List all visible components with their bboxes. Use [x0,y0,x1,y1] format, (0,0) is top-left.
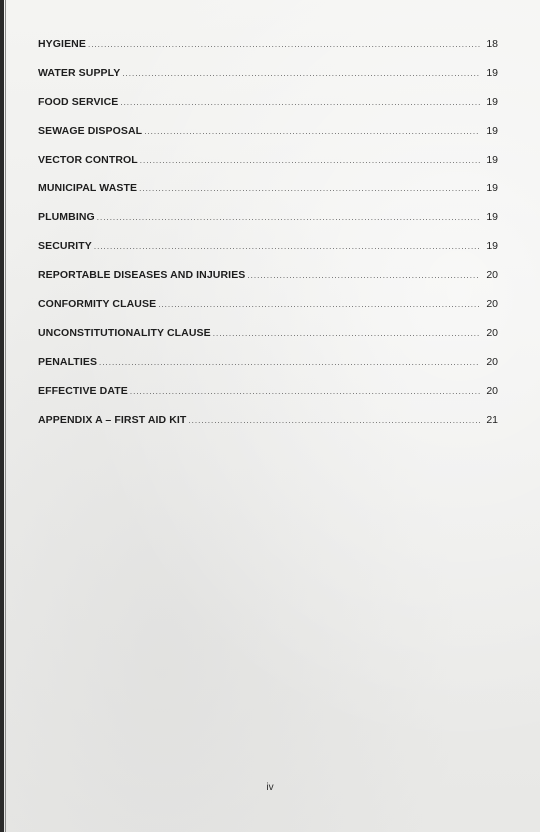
toc-entry-page: 20 [486,269,498,282]
toc-entry-page: 19 [486,182,498,195]
toc-entry-title: HYGIENE [38,38,86,50]
toc-entry [38,96,498,125]
toc-entry-page: 20 [486,355,498,368]
toc-entry [38,327,498,356]
binding-edge-shadow [5,0,6,832]
toc-dot-leader [188,416,480,425]
toc-entry-page: 21 [486,413,498,426]
toc-entry-page: 18 [486,38,498,50]
toc-entry [38,38,498,67]
toc-entry-page: 19 [486,95,498,108]
toc-entry [38,385,498,414]
toc-entry-page: 20 [486,384,498,397]
toc-entry-title: PLUMBING [38,211,95,224]
toc-entry-page: 20 [486,298,498,311]
toc-entry-title: PENALTIES [38,355,98,368]
toc-entry-page: 19 [486,66,498,79]
page-number: iv [266,782,274,793]
toc-entry [38,269,498,298]
toc-entry-page: 19 [486,240,498,253]
toc-entry [38,182,498,211]
toc-dot-leader [213,329,480,338]
toc-entry-title: EFFECTIVE DATE [38,384,128,397]
toc-dot-leader [158,300,480,309]
toc-entry-title: UNCONSTITUTIONALITY CLAUSE [38,326,211,339]
toc-entry [38,298,498,327]
toc-dot-leader [94,242,480,251]
toc-entry-page: 19 [486,124,498,137]
toc-entry-title: REPORTABLE DISEASES AND INJURIES [38,269,246,282]
toc-entry-title: SEWAGE DISPOSAL [38,124,143,137]
toc-dot-leader [139,184,480,193]
toc-dot-leader [97,213,480,222]
toc-entry [38,67,498,96]
toc-entry-page: 19 [486,211,498,224]
toc-entry [38,154,498,183]
toc-dot-leader [99,358,480,367]
toc-entry [38,211,498,240]
toc-entry-title: APPENDIX A – FIRST AID KIT [38,413,187,426]
toc-dot-leader [120,98,480,107]
toc-entry [38,356,498,385]
toc-entry-page: 20 [486,326,498,339]
toc-dot-leader [140,156,480,165]
toc-dot-leader [144,127,480,136]
toc-entry-title: SECURITY [38,240,92,253]
toc-dot-leader [130,387,480,396]
toc-entry-title: CONFORMITY CLAUSE [38,298,157,311]
toc-entry [38,414,498,443]
toc-entry-title: WATER SUPPLY [38,66,121,79]
table-of-contents [38,38,498,442]
toc-dot-leader [88,40,480,49]
toc-entry [38,240,498,269]
toc-entry [38,125,498,154]
toc-entry-title: MUNICIPAL WASTE [38,182,138,195]
toc-dot-leader [122,69,480,78]
toc-entry-title: FOOD SERVICE [38,95,119,108]
toc-dot-leader [247,271,480,280]
binding-edge [0,0,4,832]
toc-entry-page: 19 [486,153,498,166]
toc-entry-title: VECTOR CONTROL [38,153,138,166]
